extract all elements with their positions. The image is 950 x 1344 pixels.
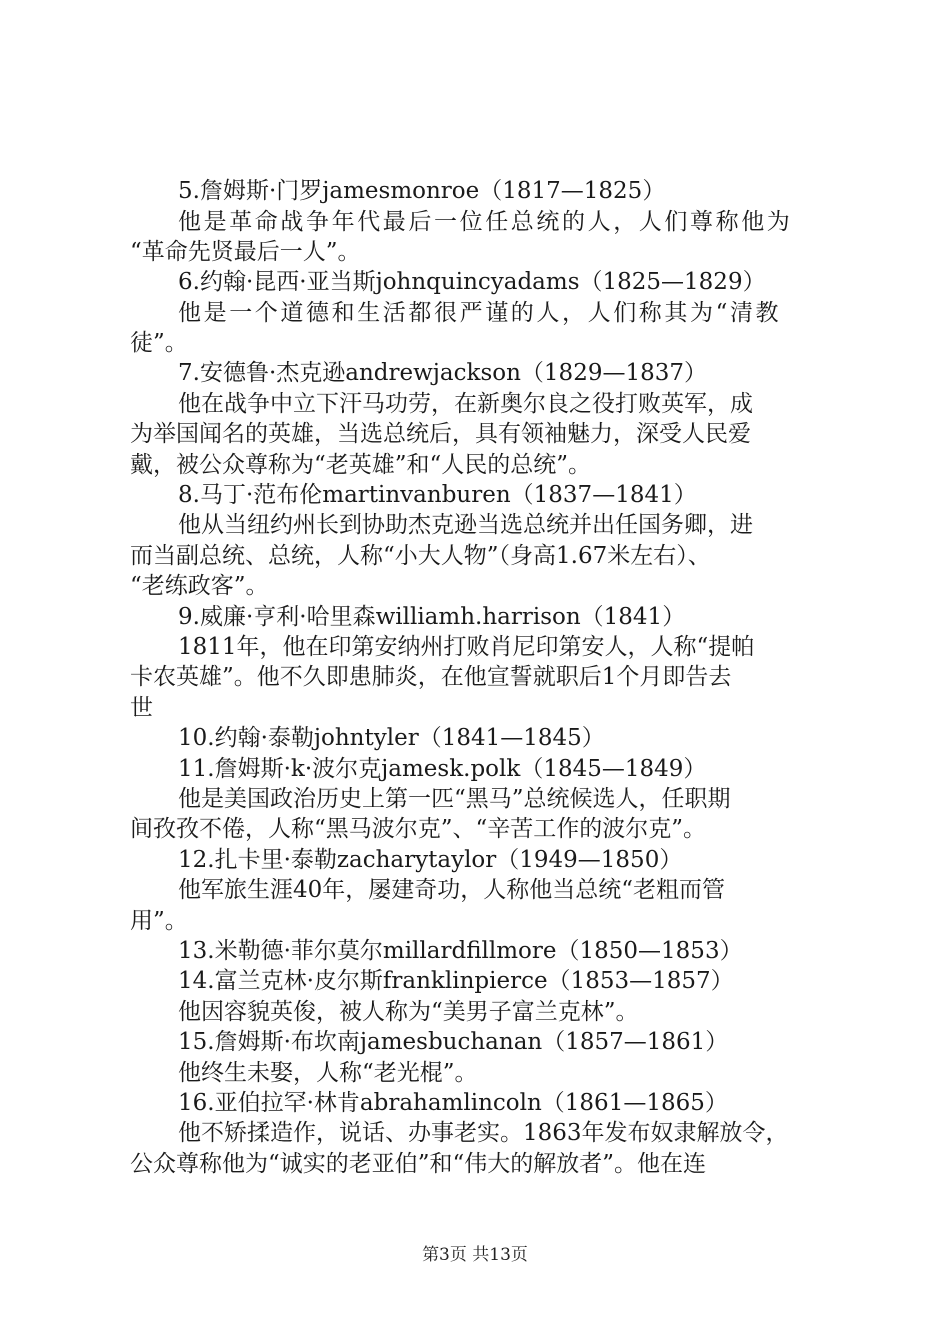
paragraph-line: 他不矫揉造作，说话、办事老实。1863年发布奴隶解放令， xyxy=(178,1120,789,1146)
paragraph-line: 公众尊称他为“诚实的老亚伯”和“伟大的解放者”。他在连 xyxy=(130,1151,707,1177)
heading-president-14: 14.富兰克林·皮尔斯franklinpierce（1853—1857） xyxy=(178,968,734,994)
heading-president-13: 13.米勒德·菲尔莫尔millardfillmore（1850—1853） xyxy=(178,938,743,964)
paragraph-line: 他军旅生涯40年，屡建奇功，人称他当总统“老粗而管 xyxy=(178,877,726,903)
paragraph-line: 1811年，他在印第安纳州打败肖尼印第安人，人称“提帕 xyxy=(178,634,755,660)
page-footer: 第3页 共13页 xyxy=(422,1245,528,1265)
paragraph-line: 卡农英雄”。他不久即患肺炎，在他宣誓就职后1个月即告去 xyxy=(130,664,732,690)
paragraph-line: 用”。 xyxy=(130,908,188,934)
paragraph-line: 徒”。 xyxy=(130,330,188,356)
paragraph-line: 他终生未娶，人称“老光棍”。 xyxy=(178,1060,478,1086)
paragraph-line: 世 xyxy=(130,695,153,721)
heading-president-15: 15.詹姆斯·布坎南jamesbuchanan（1857—1861） xyxy=(178,1029,729,1055)
paragraph-line: 他从当纽约州长到协助杰克逊当选总统并出任国务卿，进 xyxy=(178,512,753,538)
heading-president-7: 7.安德鲁·杰克逊andrewjackson（1829—1837） xyxy=(178,360,707,386)
paragraph-line: 为举国闻名的英雄，当选总统后，具有领袖魅力，深受人民爱 xyxy=(130,421,751,447)
paragraph-line: 他是革命战争年代最后一位任总统的人，人们尊称他为 xyxy=(178,209,793,235)
paragraph-line: 间孜孜不倦，人称“黑马波尔克”、“辛苦工作的波尔克”。 xyxy=(130,816,707,842)
heading-president-10: 10.约翰·泰勒johntyler（1841—1845） xyxy=(178,725,605,751)
heading-president-6: 6.约翰·昆西·亚当斯johnquincyadams（1825—1829） xyxy=(178,269,766,295)
paragraph-line: 而当副总统、总统，人称“小大人物”（身高1.67米左右）、 xyxy=(130,543,711,569)
paragraph-line: 他因容貌英俊，被人称为“美男子富兰克林”。 xyxy=(178,999,639,1025)
heading-president-11: 11.詹姆斯·k·波尔克jamesk.polk（1845—1849） xyxy=(178,756,707,782)
heading-president-9: 9.威廉·亨利·哈里森williamh.harrison（1841） xyxy=(178,604,686,630)
heading-president-16: 16.亚伯拉罕·林肯abrahamlincoln（1861—1865） xyxy=(178,1090,728,1116)
paragraph-line: 戴，被公众尊称为“老英雄”和“人民的总统”。 xyxy=(130,452,592,478)
heading-president-12: 12.扎卡里·泰勒zacharytaylor（1949—1850） xyxy=(178,847,683,873)
paragraph-line: “老练政客”。 xyxy=(130,573,269,599)
paragraph-line: 他在战争中立下汗马功劳，在新奥尔良之役打败英军，成 xyxy=(178,391,753,417)
paragraph-line: 他是美国政治历史上第一匹“黑马”总统候选人，任职期 xyxy=(178,786,731,812)
heading-president-8: 8.马丁·范布伦martinvanburen（1837—1841） xyxy=(178,482,697,508)
paragraph-line: 他是一个道德和生活都很严谨的人，人们称其为“清教 xyxy=(178,300,782,326)
heading-president-5: 5.詹姆斯·门罗jamesmonroe（1817—1825） xyxy=(178,178,666,204)
paragraph-line: “革命先贤最后一人”。 xyxy=(130,239,361,265)
